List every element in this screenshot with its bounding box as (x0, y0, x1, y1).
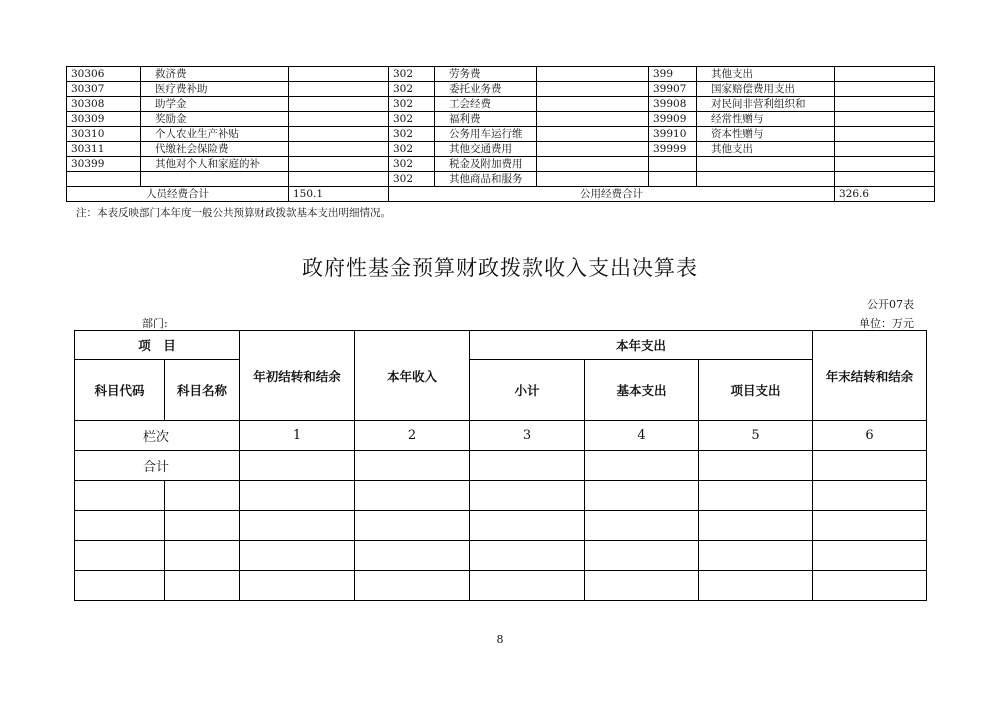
table-cell: 39907 (649, 82, 697, 97)
table-cell: 302 (389, 157, 435, 172)
table-cell: 代缴社会保险费 (141, 142, 289, 157)
header-subtotal: 小计 (470, 360, 585, 421)
table-cell: 302 (389, 172, 435, 187)
table-cell (835, 112, 935, 127)
public-total-value: 326.6 (835, 187, 935, 202)
table-cell (289, 67, 389, 82)
table-cell (835, 157, 935, 172)
table-cell: 医疗费补助 (141, 82, 289, 97)
table-cell: 救济费 (141, 67, 289, 82)
total-label: 合计 (75, 451, 240, 481)
table-cell (537, 157, 649, 172)
expenditure-detail-table (66, 66, 935, 202)
personnel-total-label: 人员经费合计 (67, 187, 289, 202)
table-cell: 30306 (67, 67, 141, 82)
table-row (67, 142, 935, 157)
table-cell (835, 82, 935, 97)
table-cell (835, 142, 935, 157)
table-cell (835, 97, 935, 112)
table-cell (585, 451, 699, 481)
table-cell (240, 481, 355, 511)
table-cell: 302 (389, 67, 435, 82)
table-row (75, 511, 927, 541)
table-cell (470, 541, 585, 571)
table-cell (289, 127, 389, 142)
table-cell: 30307 (67, 82, 141, 97)
table-cell: 30309 (67, 112, 141, 127)
table-row (67, 82, 935, 97)
unit-label: 单位：万元 (859, 317, 914, 330)
table-cell (537, 127, 649, 142)
table-cell (355, 451, 470, 481)
table-cell (813, 451, 927, 481)
table-cell (289, 97, 389, 112)
page-title: 政府性基金预算财政拨款收入支出决算表 (302, 256, 698, 280)
personnel-total-value: 150.1 (289, 187, 389, 202)
table-cell (835, 172, 935, 187)
table-cell: 其他商品和服务 (435, 172, 537, 187)
table-cell (470, 481, 585, 511)
table-row (67, 97, 935, 112)
header-closing-balance: 年末结转和结余 (813, 331, 927, 421)
header-income: 本年收入 (355, 331, 470, 421)
column-number: 2 (355, 421, 470, 451)
table-cell (240, 541, 355, 571)
header-row-1 (75, 331, 927, 360)
column-number: 5 (699, 421, 813, 451)
table-cell (165, 511, 240, 541)
table-cell (75, 481, 165, 511)
table-cell (537, 67, 649, 82)
table-cell: 对民间非营利组织和 (697, 97, 835, 112)
table-cell (165, 571, 240, 601)
table-cell: 其他交通费用 (435, 142, 537, 157)
header-subject-code: 科目代码 (75, 360, 165, 421)
table-cell: 其他支出 (697, 67, 835, 82)
table-cell: 39999 (649, 142, 697, 157)
table-cell (240, 451, 355, 481)
table-row (67, 112, 935, 127)
table-cell (470, 451, 585, 481)
table-cell (699, 541, 813, 571)
table-cell (813, 481, 927, 511)
table-cell (813, 511, 927, 541)
table-cell: 30399 (67, 157, 141, 172)
table-cell (697, 172, 835, 187)
column-label: 栏次 (75, 421, 240, 451)
table-cell: 公务用车运行维 (435, 127, 537, 142)
public-total-label: 公用经费合计 (389, 187, 835, 202)
table-cell: 资本性赠与 (697, 127, 835, 142)
table-row (67, 172, 935, 187)
table-cell (835, 127, 935, 142)
form-number: 公开07表 (867, 298, 914, 311)
table-cell: 30308 (67, 97, 141, 112)
table-cell (699, 511, 813, 541)
table-cell: 302 (389, 112, 435, 127)
table-cell (75, 511, 165, 541)
table-cell (470, 511, 585, 541)
table-row (67, 127, 935, 142)
table-cell (813, 571, 927, 601)
column-number: 6 (813, 421, 927, 451)
table-cell (289, 82, 389, 97)
column-number: 1 (240, 421, 355, 451)
column-number: 3 (470, 421, 585, 451)
table-row (67, 67, 935, 82)
table-cell (649, 172, 697, 187)
table-cell (585, 481, 699, 511)
table-cell: 工会经费 (435, 97, 537, 112)
table-cell (813, 541, 927, 571)
table-cell (585, 511, 699, 541)
table-cell (537, 97, 649, 112)
header-basic-expenditure: 基本支出 (585, 360, 699, 421)
table-cell (537, 142, 649, 157)
table-cell (585, 571, 699, 601)
table-cell (470, 571, 585, 601)
table-cell (165, 541, 240, 571)
blank-rows (75, 481, 927, 601)
table-cell (75, 571, 165, 601)
table-cell: 399 (649, 67, 697, 82)
table-cell (537, 112, 649, 127)
table-cell: 经常性赠与 (697, 112, 835, 127)
table-cell: 助学金 (141, 97, 289, 112)
table-row (75, 541, 927, 571)
table-cell: 劳务费 (435, 67, 537, 82)
table-cell (355, 571, 470, 601)
table-cell (289, 172, 389, 187)
table-cell: 其他对个人和家庭的补 (141, 157, 289, 172)
table-cell: 302 (389, 127, 435, 142)
table-cell: 39909 (649, 112, 697, 127)
table-cell (537, 172, 649, 187)
table-row (75, 481, 927, 511)
table-cell (649, 157, 697, 172)
table-row (75, 571, 927, 601)
table-cell: 委托业务费 (435, 82, 537, 97)
table-cell: 个人农业生产补贴 (141, 127, 289, 142)
table-cell (289, 157, 389, 172)
header-expenditure: 本年支出 (470, 331, 813, 360)
table-cell (355, 481, 470, 511)
totals-row (67, 187, 935, 202)
table-cell (699, 481, 813, 511)
column-number: 4 (585, 421, 699, 451)
header-project-expenditure: 项目支出 (699, 360, 813, 421)
table-cell (697, 157, 835, 172)
table-cell (835, 67, 935, 82)
table-cell (67, 172, 141, 187)
table-cell: 302 (389, 142, 435, 157)
table-cell (141, 172, 289, 187)
table-cell: 302 (389, 97, 435, 112)
table-cell: 税金及附加费用 (435, 157, 537, 172)
header-item: 项 目 (75, 331, 240, 360)
column-number-row (75, 421, 927, 451)
table-cell (699, 571, 813, 601)
table-cell (355, 541, 470, 571)
table-cell (240, 511, 355, 541)
table-cell (289, 112, 389, 127)
table-cell (585, 541, 699, 571)
table-cell: 其他支出 (697, 142, 835, 157)
table-cell (75, 541, 165, 571)
table-cell: 福利费 (435, 112, 537, 127)
table-cell: 30311 (67, 142, 141, 157)
table-note: 注：本表反映部门本年度一般公共预算财政拨款基本支出明细情况。 (76, 207, 391, 219)
table-row (67, 157, 935, 172)
table-cell (699, 451, 813, 481)
table-cell: 30310 (67, 127, 141, 142)
table-cell (537, 82, 649, 97)
table-cell (355, 511, 470, 541)
table-cell: 39908 (649, 97, 697, 112)
header-opening-balance: 年初结转和结余 (240, 331, 355, 421)
table-cell: 302 (389, 82, 435, 97)
department-label: 部门: (142, 317, 168, 330)
page-number: 8 (496, 633, 504, 646)
table-cell: 国家赔偿费用支出 (697, 82, 835, 97)
table-cell (165, 481, 240, 511)
fund-budget-table (74, 330, 927, 601)
table-cell (240, 571, 355, 601)
header-row-2 (75, 360, 927, 421)
table-cell: 奖励金 (141, 112, 289, 127)
expenditure-detail-body (67, 67, 935, 187)
table-cell (289, 142, 389, 157)
total-row (75, 451, 927, 481)
header-subject-name: 科目名称 (165, 360, 240, 421)
table-cell: 39910 (649, 127, 697, 142)
